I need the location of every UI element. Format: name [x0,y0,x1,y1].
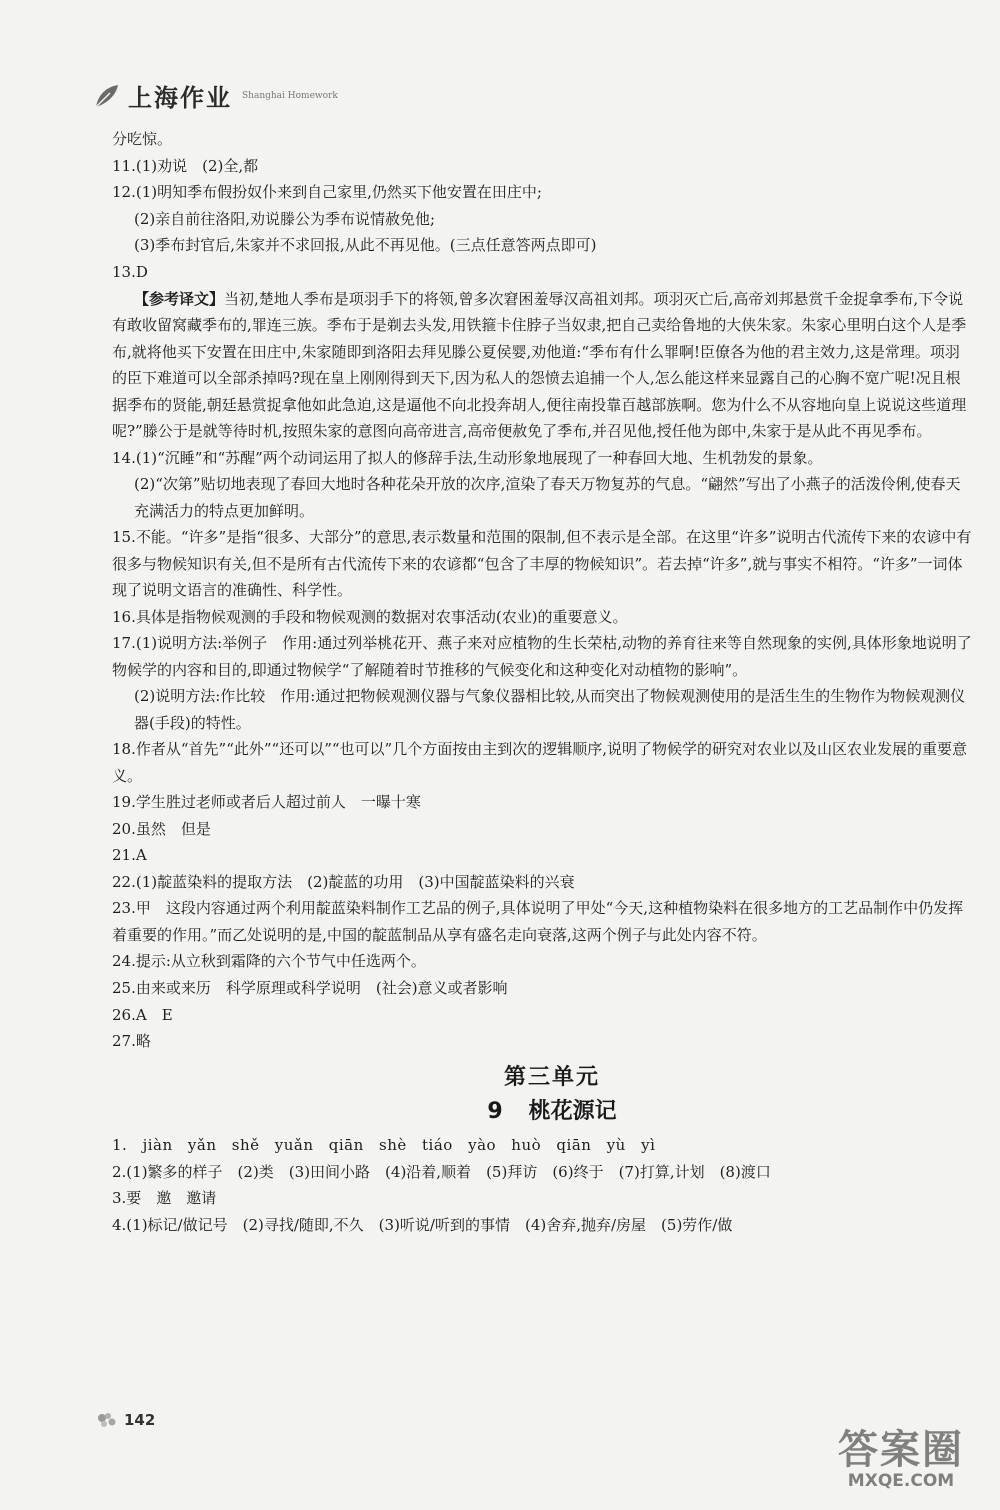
reference-label: 【参考译文】 [134,289,225,308]
brand-subtitle: Shanghai Homework [242,90,338,101]
answer-15: 15.不能。“许多”是指“很多、大部分”的意思,表示数量和范围的限制,但不表示是全部。在这里“许多”说明古代流传下来的农谚中有很多与物候知识有关,但不是所有古代流传下来的农谚都“包含了丰厚的物候知识”。若去掉“许多”,就与事实不相符。“许多”一词体现了说明文语言的准确性、科学性。 [112,528,972,600]
reference-translation [112,286,972,445]
answer-14-1: 14.(1)“沉睡”和“苏醒”两个动词运用了拟人的修辞手法,生动形象地展现了一种春回大地、生机勃发的景象。 [112,448,823,467]
answer-26: 26.A E [112,1005,173,1024]
answer-14-2: (2)“次第”贴切地表现了春回大地时各种花朵开放的次序,渲染了春天万物复苏的气息。“翩然”写出了小燕子的活泼伶俐,使春天充满活力的特点更加鲜明。 [134,475,961,520]
answer-20: 20.虽然 但是 [112,819,211,838]
answer-12-1: 12.(1)明知季布假扮奴仆来到自己家里,仍然买下他安置在田庄中; [112,183,542,202]
lesson-answer-1: 1. jiàn yǎn shě yuǎn qiān shè tiáo yào huò qiān yù yì [112,1136,656,1154]
answer-21: 21.A [112,846,147,865]
footer [94,1410,155,1430]
header [92,78,338,113]
reference-text: 当初,楚地人季布是项羽手下的将领,曾多次窘困羞辱汉高祖刘邦。项羽灭亡后,高帝刘邦悬赏千金捉拿季布,下令说有敢收留窝藏季布的,罪连三族。季布于是剃去头发,用铁箍卡住脖子当奴隶,把自己卖给鲁地的大侠朱家。朱家心里明白这个人是季布,就将他买下安置在田庄中,朱家随即到洛阳去拜见滕公夏侯婴,劝他道:“季布有什么罪啊!臣僚各为他的君主效力,这是常理。项羽的臣下难道可以全部杀掉吗?现在皇上刚刚得到天下,因为私人的怨愤去追捕一个人,怎么能这样来显露自己的心胸不宽广呢!况且根据季布的贤能,朝廷悬赏捉拿他如此急迫,这是逼他不向北投奔胡人,便往南投靠百越部族啊。您为什么不从容地向皇上说说这些道理呢?”滕公于是就等待时机,按照朱家的意图向高帝进言,高帝便赦免了季布,并召见他,授任他为郎中,朱家于是从此不再见季布。 [112,289,967,441]
watermark-logo: 答案圈 [838,1427,964,1473]
answer-16: 16.具体是指物候观测的手段和物候观测的数据对农事活动(农业)的重要意义。 [112,607,628,626]
answer-17-2: (2)说明方法:作比较 作用:通过把物候观测仪器与气象仪器相比较,从而突出了物候观测使用的是活生生的生物作为物候观测仪器(手段)的特性。 [134,687,966,732]
lesson-answer-3: 3.要 邀 邀请 [112,1189,217,1208]
answer-27: 27.略 [112,1032,151,1051]
unit-title: 第三单元 [503,1064,600,1090]
answer-12-3: (3)季布封官后,朱家并不求回报,从此不再见他。(三点任意答两点即可) [134,236,597,255]
answer-18: 18.作者从“首先”“此外”“还可以”“也可以”几个方面按由主到次的逻辑顺序,说明了物候学的研究对农业以及山区农业发展的重要意义。 [112,740,967,785]
lesson-name: 桃花源记 [528,1099,617,1125]
lesson-number: 9 [487,1099,503,1125]
answer-23: 23.甲 这段内容通过两个利用靛蓝染料制作工艺品的例子,具体说明了甲处“今天,这种植物染料在很多地方的工艺品制作中仍发挥着重要的作用。”而乙处说明的是,中国的靛蓝制品从享有盛名走向衰落,这两个例子与此处内容不符。 [112,899,964,944]
answer-12-2: (2)亲自前往洛阳,劝说滕公为季布说情赦免他; [134,209,436,228]
answer-25: 25.由来或来历 科学原理或科学说明 (社会)意义或者影响 [112,979,508,998]
answer-24: 24.提示:从立秋到霜降的六个节气中任选两个。 [112,952,426,971]
lesson-title [112,1099,972,1126]
brand-title: 上海作业 [128,83,232,112]
flower-deco-icon [94,1410,120,1430]
leaf-logo-icon [92,81,122,111]
lesson-answer-4: 4.(1)标记/做记号 (2)寻找/随即,不久 (3)听说/听到的事情 (4)舍弃,抛弃/房屋 (5)劳作/做 [112,1215,733,1234]
page-number: 142 [124,1411,156,1429]
answer-11: 11.(1)劝说 (2)全,都 [112,156,259,175]
answer-13: 13.D [112,262,148,281]
answer-19: 19.学生胜过老师或者后人超过前人 一曝十寒 [112,793,421,812]
watermark-url: MXQE.COM [847,1471,955,1491]
answer-line: 分吃惊。 [112,130,173,148]
lesson-answer-2: 2.(1)繁多的样子 (2)类 (3)田间小路 (4)沿着,顺着 (5)拜访 (6)终于 (7)打算,计划 (8)渡口 [112,1162,771,1181]
watermark [816,1418,986,1502]
answer-content [112,126,972,1238]
answer-22: 22.(1)靛蓝染料的提取方法 (2)靛蓝的功用 (3)中国靛蓝染料的兴衰 [112,872,575,891]
answer-17-1: 17.(1)说明方法:举例子 作用:通过列举桃花开、燕子来对应植物的生长荣枯,动物的养育往来等自然现象的实例,具体形象地说明了物候学的内容和目的,即通过物候学“了解随着时节推移的气候变化和这种变化对动植物的影响”。 [112,634,972,679]
